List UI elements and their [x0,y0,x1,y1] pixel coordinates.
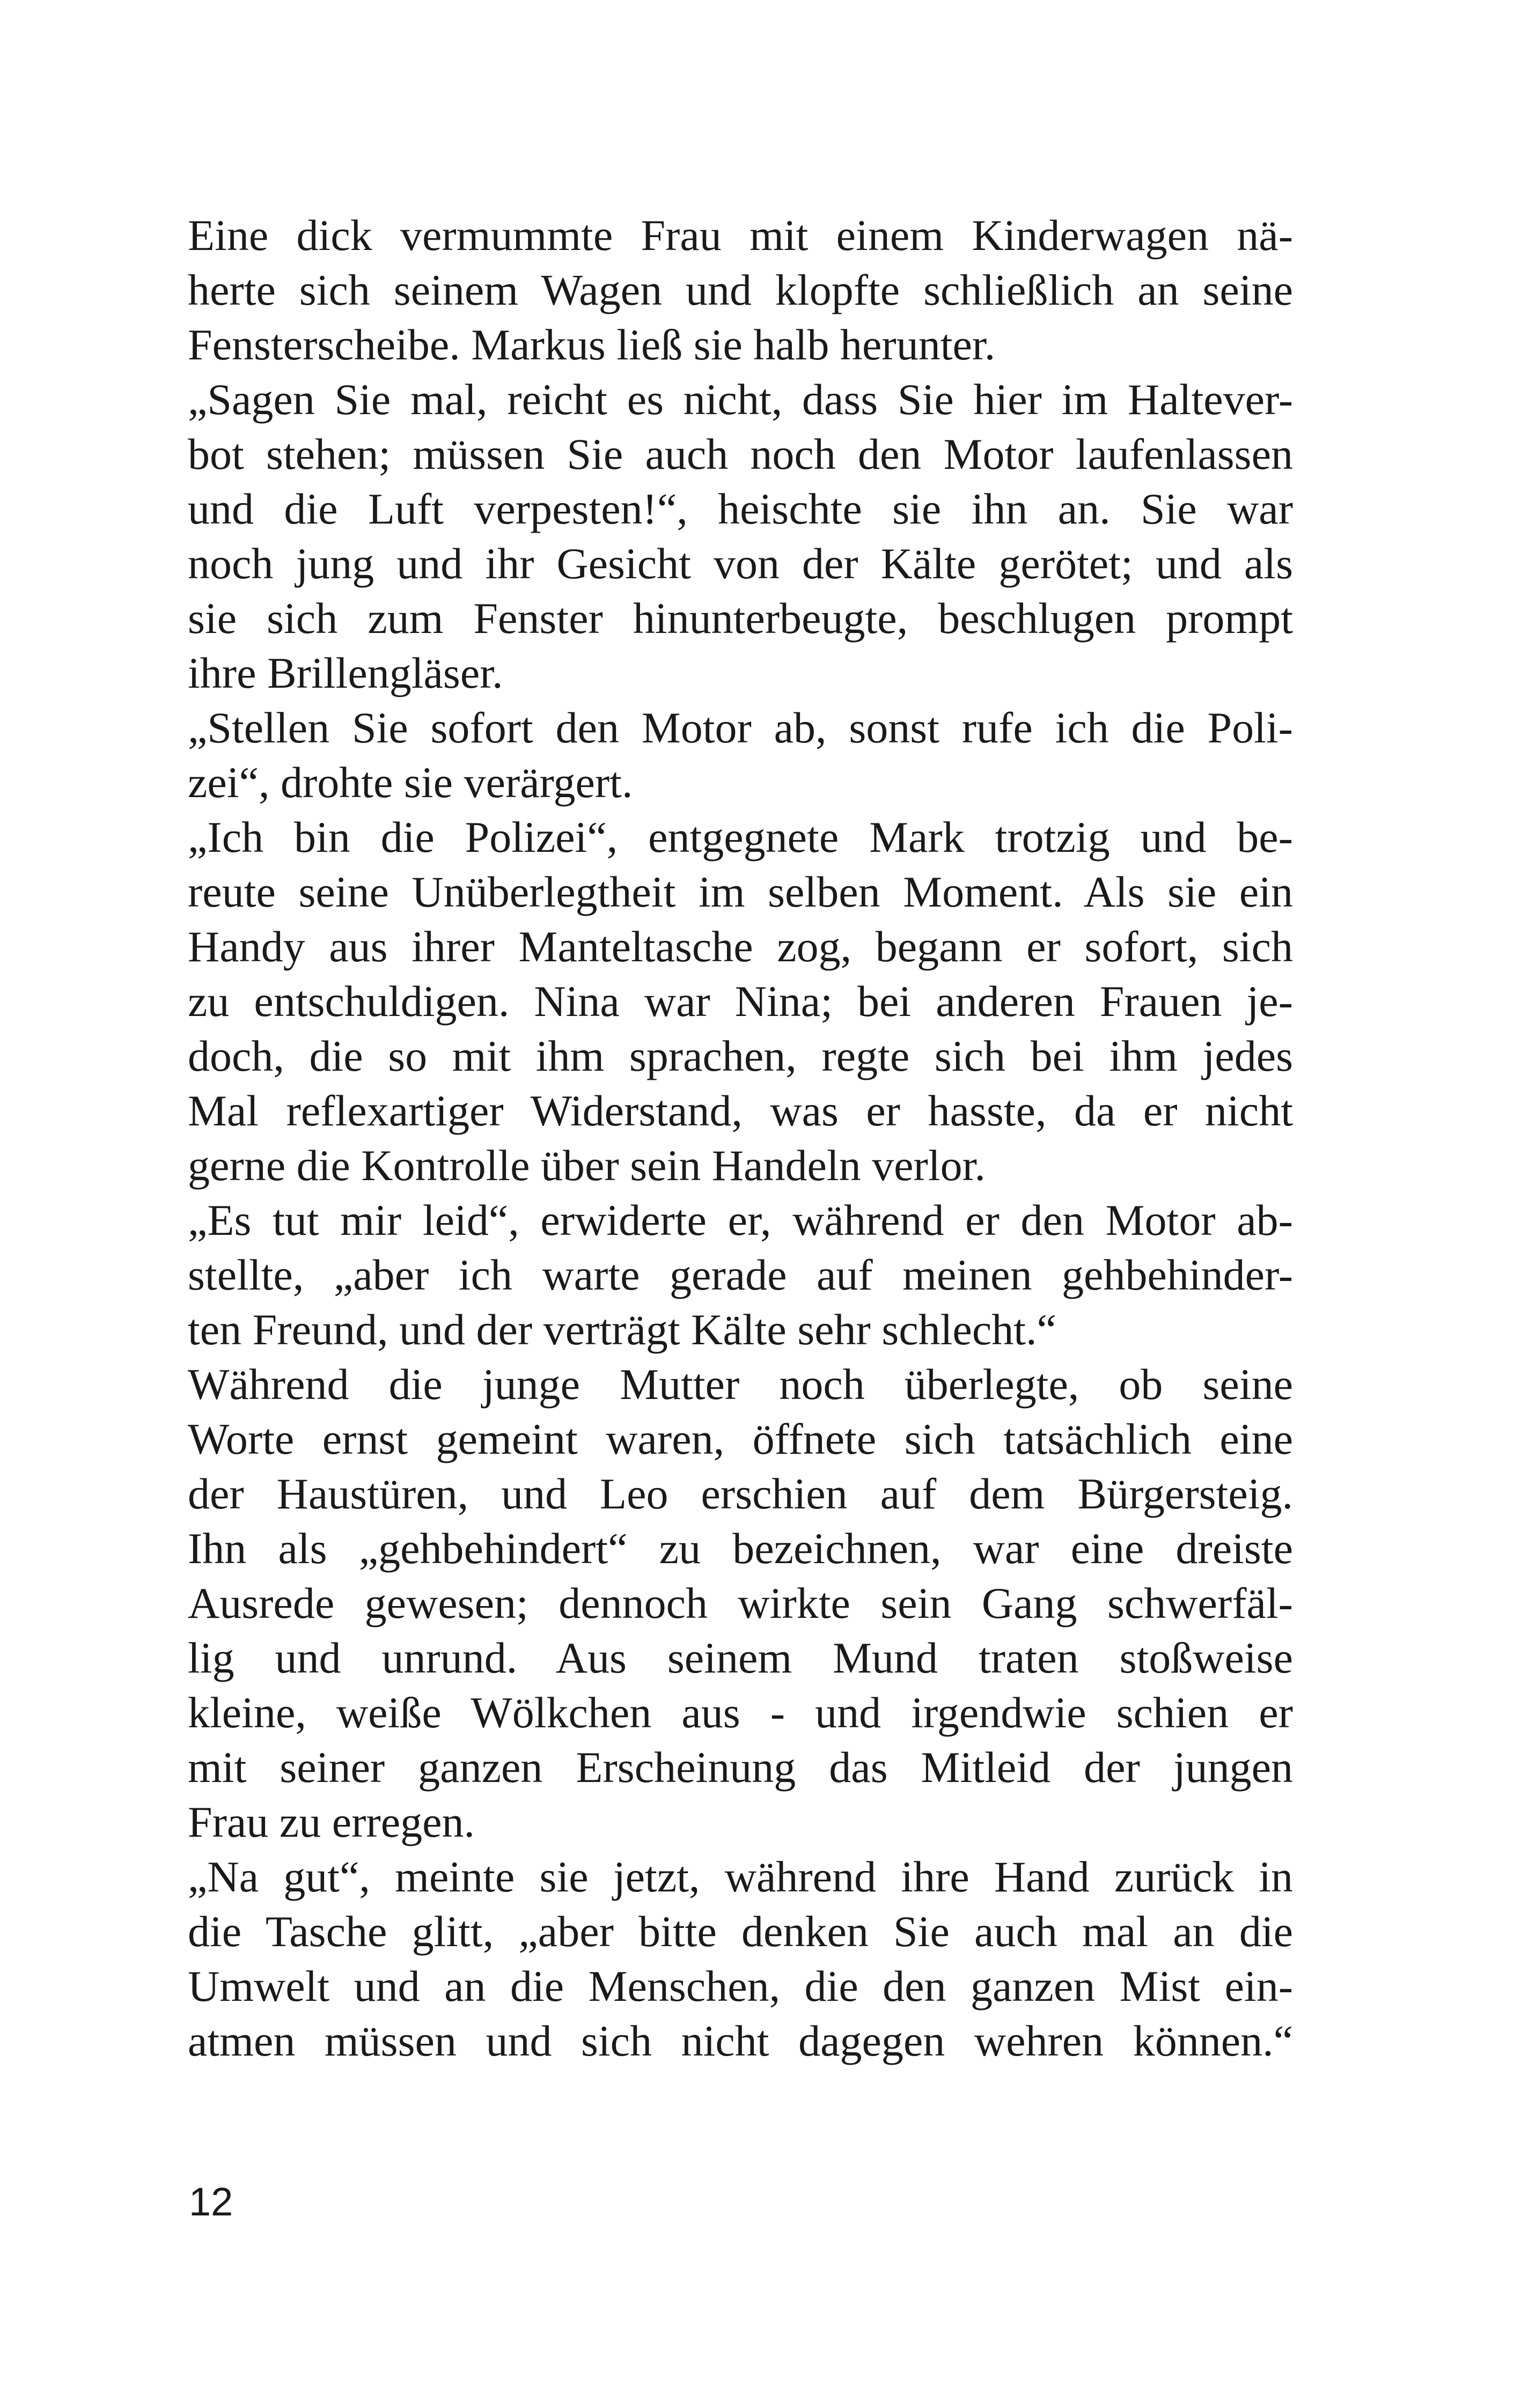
text-line: zei“, drohte sie verärgert. [188,758,633,807]
text-line: Fensterscheibe. Markus ließ sie halb herunter. [188,320,996,369]
text-line: stellte, „aber ich warte gerade auf meinen gehbehinder- [188,1250,1293,1299]
text-line: Frau zu erregen. [188,1798,475,1846]
text-line: Worte ernst gemeint waren, öffnete sich tatsächlich eine [188,1415,1293,1463]
text-line: Ihn als „gehbehindert“ zu bezeichnen, war eine dreiste [188,1524,1293,1573]
text-line: lig und unrund. Aus seinem Mund traten stoßweise [188,1633,1293,1682]
text-line: doch, die so mit ihm sprachen, regte sich bei ihm jedes [188,1032,1293,1080]
page-number: 12 [189,2179,233,2224]
text-line: ihre Brillengläser. [188,649,503,697]
text-line: herte sich seinem Wagen und klopfte schließlich an seine [188,266,1293,314]
text-line: Eine dick vermummte Frau mit einem Kinderwagen nä- [188,211,1293,260]
body-text [188,208,1293,2068]
text-line: atmen müssen und sich nicht dagegen wehren können.“ [188,2016,1293,2065]
text-line: bot stehen; müssen Sie auch noch den Motor laufenlassen [188,430,1293,478]
text-line: Mal reflexartiger Widerstand, was er hasste, da er nicht [188,1086,1293,1135]
text-line: sie sich zum Fenster hinunterbeugte, beschlugen prompt [188,594,1293,643]
text-line: reute seine Unüberlegtheit im selben Moment. Als sie ein [188,867,1293,916]
text-line: zu entschuldigen. Nina war Nina; bei anderen Frauen je- [188,977,1293,1026]
text-line: noch jung und ihr Gesicht von der Kälte gerötet; und als [188,539,1293,588]
text-line: „Ich bin die Polizei“, entgegnete Mark trotzig und be- [188,813,1293,861]
text-line: Umwelt und an die Menschen, die den ganzen Mist ein- [188,1962,1293,2011]
text-line: „Es tut mir leid“, erwiderte er, während er den Motor ab- [188,1196,1293,1244]
text-line: Während die junge Mutter noch überlegte, ob seine [188,1360,1293,1409]
text-line: mit seiner ganzen Erscheinung das Mitleid der jungen [188,1743,1293,1792]
text-line: die Tasche glitt, „aber bitte denken Sie auch mal an die [188,1907,1293,1956]
text-line: der Haustüren, und Leo erschien auf dem Bürgersteig. [188,1469,1293,1518]
text-line: ten Freund, und der verträgt Kälte sehr schlecht.“ [188,1305,1056,1354]
text-line: kleine, weiße Wölkchen aus - und irgendwie schien er [188,1688,1293,1737]
text-line: und die Luft verpesten!“, heischte sie ihn an. Sie war [188,484,1293,533]
text-line: Ausrede gewesen; dennoch wirkte sein Gang schwerfäl- [188,1579,1293,1628]
text-line: gerne die Kontrolle über sein Handeln verlor. [188,1141,986,1190]
text-line: „Sagen Sie mal, reicht es nicht, dass Sie hier im Haltever- [188,375,1293,424]
text-line: Handy aus ihrer Manteltasche zog, begann er sofort, sich [188,922,1293,971]
text-line: „Na gut“, meinte sie jetzt, während ihre Hand zurück in [188,1852,1293,1901]
text-line: „Stellen Sie sofort den Motor ab, sonst rufe ich die Poli- [188,703,1293,752]
